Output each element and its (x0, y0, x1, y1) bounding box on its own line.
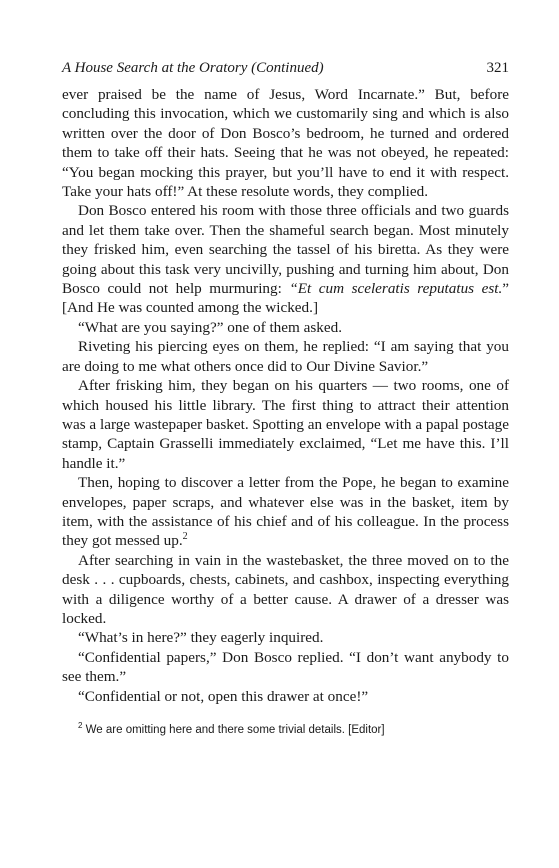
paragraph-p10 (62, 687, 509, 706)
paragraph-text: “Confidential papers,” Don Bosco replied. “I don’t want anybody to see them.” (62, 648, 509, 686)
paragraph-text: ever praised be the name of Jesus, Word Incarnate.” But, before concluding this invocation, which we customarily sing and which is also written over the door of Don Bosco’s bedroom, he turned and ordered them to take off their hats. Seeing that he was not obeyed, he repeated: “You began mocking this prayer, but you’ll have to end it with respect. Take your hats off!” At these resolute words, they complied. (62, 86, 509, 201)
paragraph-p4 (62, 337, 509, 376)
running-head (62, 58, 509, 78)
latin-quote: “Et cum sceleratis reputatus est. (289, 280, 503, 298)
paragraph-p8 (62, 628, 509, 647)
paragraph-p5 (62, 376, 509, 473)
footnote-text: We are omitting here and there some trivial details. [Editor] (85, 724, 385, 736)
paragraph-text: “Confidential or not, open this drawer at once!” (78, 687, 369, 705)
paragraph-p3 (62, 318, 509, 337)
footnote-marker: 2 (78, 721, 83, 731)
page-number: 321 (486, 60, 509, 76)
paragraph-text: ” [And He was counted among the wicked.] (62, 280, 510, 317)
running-title: A House Search at the Oratory (Continued) (62, 60, 324, 76)
footnote (78, 722, 509, 738)
footnote-ref: 2 (182, 531, 188, 543)
body-text (62, 85, 509, 706)
paragraph-text: “What are you saying?” one of them asked. (78, 318, 342, 336)
paragraph-text: After searching in vain in the wastebasket, the three moved on to the desk . . . cupboards, chests, cabinets, and cashbox, inspecting everything with a diligence worthy of a better cause. A drawer of a dresser was locked. (62, 551, 509, 627)
paragraph-p7 (62, 551, 509, 629)
paragraph-text: Riveting his piercing eyes on them, he replied: “I am saying that you are doing to me what others once did to Our Divine Savior.” (62, 338, 509, 375)
paragraph-text: Don Bosco entered his room with those three officials and two guards and let them take over. Then the shameful search began. Most minutely they frisked him, even searching the tassel of his biretta. As they were going about this task very uncivilly, pushing and turning him about, Don Bosco could not help murmuring: (62, 202, 509, 298)
paragraph-text: “What’s in here?” they eagerly inquired. (78, 629, 324, 647)
paragraph-p2 (62, 201, 509, 317)
paragraph-p6 (62, 473, 509, 551)
paragraph-p9 (62, 648, 509, 687)
paragraph-p1 (62, 85, 509, 201)
paragraph-text: After frisking him, they began on his quarters — two rooms, one of which housed his little library. The first thing to attract their attention was a large wastepaper basket. Spotting an envelope with a papal postage stamp, Captain Grasselli immediately exclaimed, “Let me have this. I’ll handle it.” (62, 377, 509, 472)
paragraph-text: Then, hoping to discover a letter from the Pope, he began to examine envelopes, paper scraps, and whatever else was in the basket, item by item, with the assistance of his chief and of his colleague. In the process they got messed up. (62, 474, 509, 550)
